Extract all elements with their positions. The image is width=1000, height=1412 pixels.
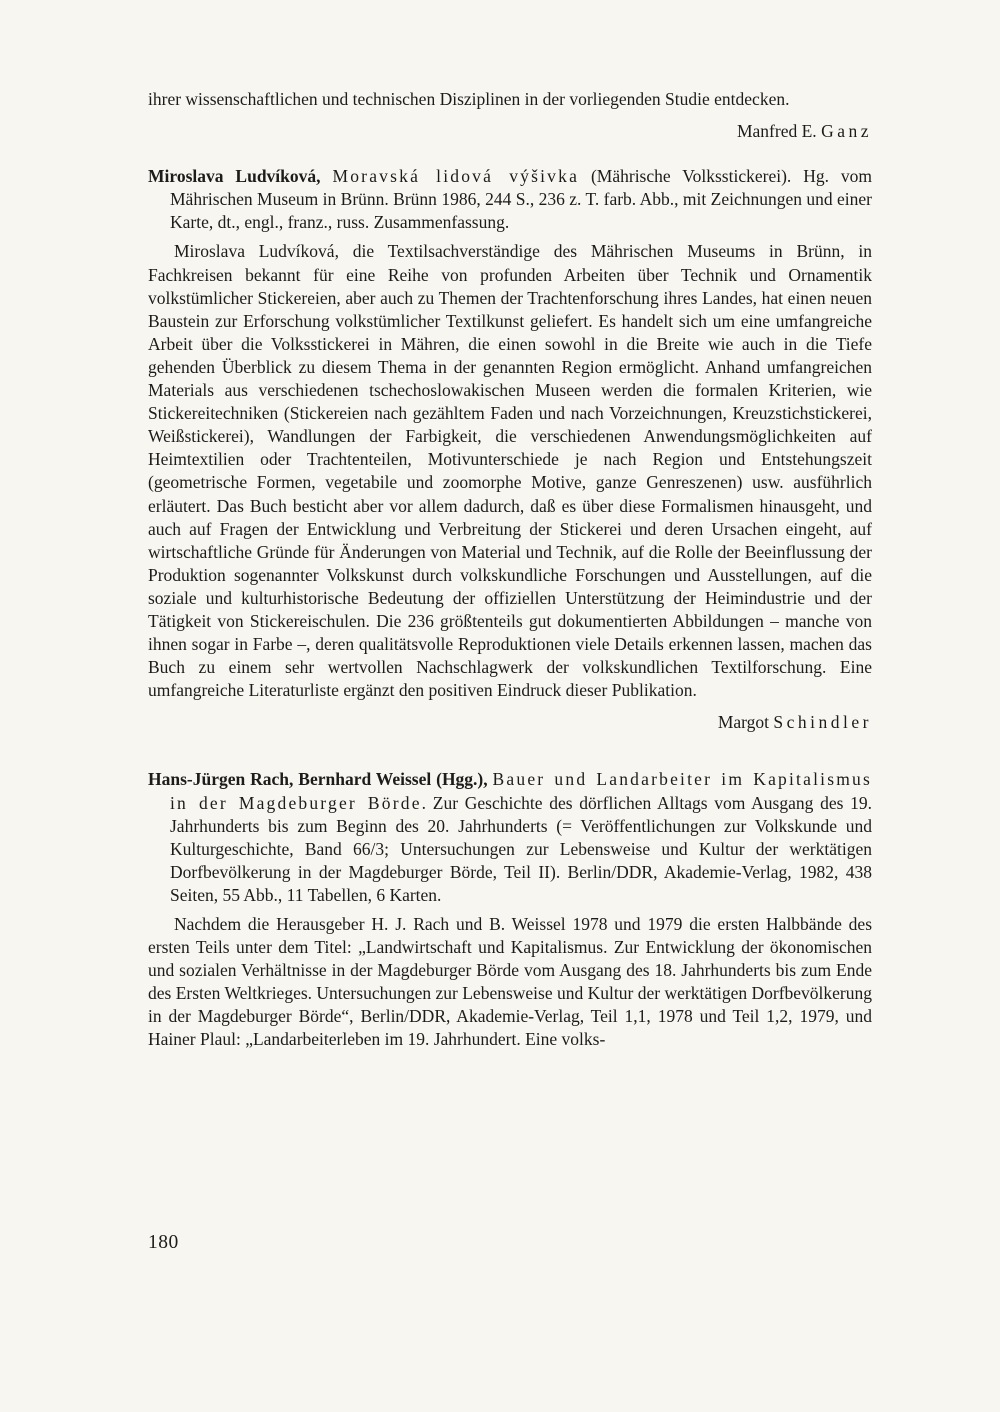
page-number: 180 (148, 1232, 179, 1253)
review-heading-rest: (Mährische Volksstickerei). Hg. vom Mährischen Museum in Brünn. Brünn 1986, 244 S., 236 z. T. farb. Abb., mit Zeichnungen und einer Karte, dt., engl., franz., russ. Zusammenfassung. (170, 166, 872, 233)
review-body-text: Miroslava Ludvíková, die Textilsachverständige des Mährischen Museums in Brünn, in Fachkreisen bekannt für eine Reihe von profunden Arbeiten über Technik und Ornamentik volkstümlicher Stickereien, aber auch zu Themen der Trachtenforschung ihres Landes, hat einen neuen Baustein zur Erforschung volkstümlicher Textilkunst geliefert. Es handelt sich um eine umfangreiche Arbeit über die Volksstickerei in Mähren, die einen sowohl in die Breite wie auch in die Tiefe gehenden Überblick zu diesem Thema in der genannten Region ermöglicht. Anhand umfangreichen Materials aus verschiedenen tschechoslowakischen Museen werden die formalen Kriterien, wie Stickereitechniken (Stickereien nach gezähltem Faden und nach Vorzeichnungen, Kreuzstichstickerei, Weißstickerei), Wandlungen der Farbigkeit, die verschiedenen Anwendungsmöglichkeiten auf Heimtextilien oder Trachtenteilen, Motivunterschiede je nach Region und Entstehungszeit (geometrische Formen, vegetabile und zoomorphe Motive, ganze Genreszenen) usw. ausführlich erläutert. Das Buch besticht aber vor allem dadurch, daß es über diese Formalismen hinausgeht, und auch auf Fragen der Entwicklung und Verbreitung der Stickerei und deren Ursachen eingeht, auf wirtschaftliche Gründe für Änderungen von Material und Technik, auf die Rolle der Beeinflussung der Produktion sogenannter Volkskunst durch volkskundliche Forschungen und Ausstellungen, auf die soziale und kulturhistorische Bedeutung der offiziellen Unterstützung der Heimindustrie und der Tätigkeit von Stickereischulen. Die 236 größtenteils gut dokumentierten Abbildungen – manche von ihnen sogar in Farbe –, deren qualitätsvolle Reproduktionen viele Details erkennen lassen, machen das Buch zu einem sehr wertvollen Nachschlagwerk der volkskundlichen Textilforschung. Eine umfangreiche Literaturliste ergänzt den positiven Eindruck dieser Publikation. (148, 241, 872, 701)
review-title-spaced: Bauer und Landarbeiter im Kapitalismus in der Magdeburger Börde (170, 769, 872, 813)
review-rach-weissel (148, 768, 872, 1051)
review-body-text: Nachdem die Herausgeber H. J. Rach und B. Weissel 1978 und 1979 die ersten Halbbände des ersten Teils unter dem Titel: „Landwirtschaft und Kapitalismus. Zur Entwicklung der ökonomischen und sozialen Verhältnisse in der Magdeburger Börde vom Ausgang des 18. Jahrhunderts bis zum Ende des Ersten Weltkrieges. Untersuchungen zur Lebensweise und Kultur der werktätigen Dorfbevölkerung in der Magdeburger Börde“, Berlin/DDR, Akademie-Verlag, Teil 1,1, 1978 und Teil 1,2, 1979, und Hainer Plaul: „Landarbeiterleben im 19. Jahrhundert. Eine volks- (148, 914, 872, 1050)
review-author-bold: Miroslava Ludvíková, (148, 166, 333, 187)
signature-surname: Ganz (821, 121, 872, 142)
signature-surname: Schindler (773, 712, 872, 733)
review-heading (148, 165, 872, 234)
review-author-bold: Hans-Jürgen Rach, Bernhard Weissel (Hgg.), (148, 769, 493, 790)
reviewer-signature-schindler (148, 711, 872, 734)
review-heading (148, 768, 872, 907)
review-ludvikova (148, 165, 872, 734)
continuation-paragraph: ihrer wissenschaftlichen und technischen Disziplinen in der vorliegenden Studie entdecken. (148, 89, 790, 109)
signature-forename: Margot (717, 712, 770, 733)
signature-forename: Manfred E. (736, 121, 817, 142)
review-heading-rest: . Zur Geschichte des dörflichen Alltags vom Ausgang des 19. Jahrhunderts bis zum Beginn des 20. Jahrhunderts (= Veröffentlichungen zur Volkskunde und Kulturgeschichte, Band 66/3; Untersuchungen zur Lebensweise und Kultur der werktätigen Dorfbevölkerung in der Magdeburger Börde, Teil II). Berlin/DDR, Akademie-Verlag, 1982, 438 Seiten, 55 Abb., 11 Tabellen, 6 Karten. (170, 792, 872, 905)
review-title-spaced: Moravská lidová výšivka (332, 166, 580, 187)
reviewer-signature-ganz (148, 120, 872, 143)
